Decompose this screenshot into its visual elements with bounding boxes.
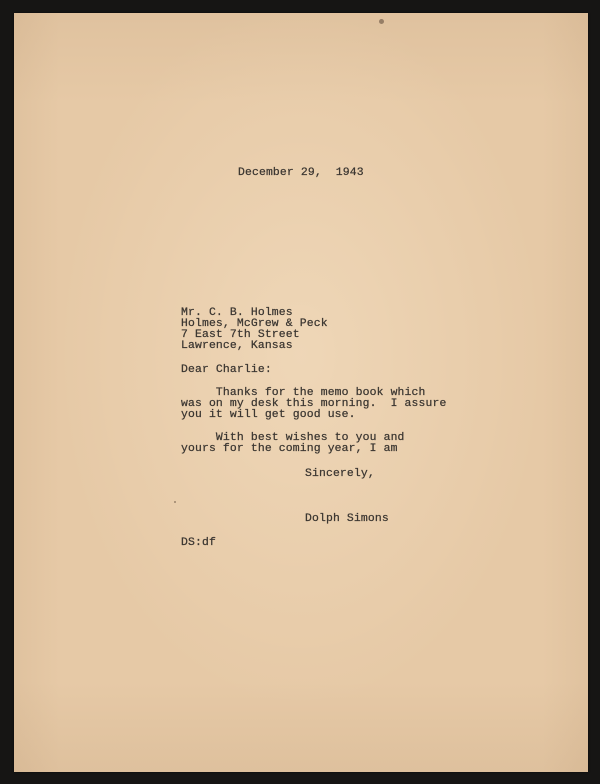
body-line: With best wishes to you and	[181, 432, 405, 444]
body-line: yours for the coming year, I am	[181, 443, 398, 455]
typist-initials: DS:df	[181, 537, 216, 549]
recipient-name: Mr. C. B. Holmes	[181, 307, 293, 319]
recipient-city: Lawrence, Kansas	[181, 340, 293, 352]
body-line: you it will get good use.	[181, 409, 356, 421]
salutation: Dear Charlie:	[181, 364, 272, 376]
closing: Sincerely,	[305, 468, 375, 480]
body-line: was on my desk this morning. I assure	[181, 398, 447, 410]
body-line: Thanks for the memo book which	[181, 387, 426, 399]
recipient-street: 7 East 7th Street	[181, 329, 300, 341]
paper-speck	[379, 19, 384, 24]
paper-speck	[174, 501, 176, 503]
letter-date: December 29, 1943	[238, 167, 364, 179]
recipient-firm: Holmes, McGrew & Peck	[181, 318, 328, 330]
signature-name: Dolph Simons	[305, 513, 389, 525]
